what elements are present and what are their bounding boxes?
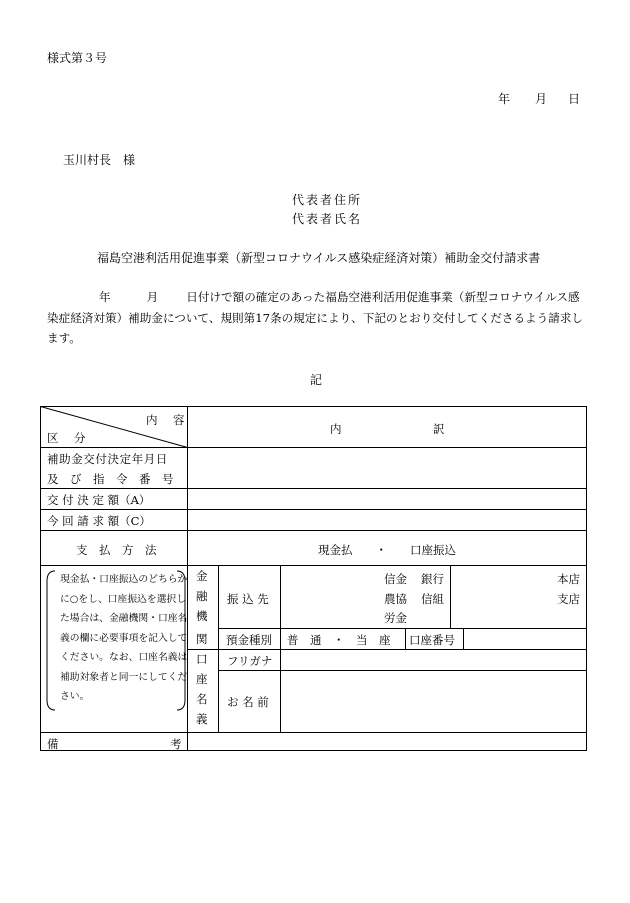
form-number: 様式第３号: [47, 51, 108, 65]
payment-note: 現金払・口座振込のどちらかに○をし、口座振込を選択した場合は、金融機関・口座名義の欄に必要事項を記入してください。なお、口座名義は補助対象者と同一にしてください。: [60, 574, 188, 702]
account-label-3: 名: [196, 692, 208, 706]
row-decision-amount-label: 交 付 決 定 額（A）: [47, 493, 151, 507]
transfer-to-label: 振 込 先: [227, 592, 269, 606]
remarks-label-b: 考: [170, 737, 182, 751]
header-content-label: 内 容: [146, 413, 187, 427]
representative-name-label: 代表者氏名: [292, 212, 363, 226]
document-title: 福島空港利活用促進事業（新型コロナウイルス感染症経済対策）補助金交付請求書: [97, 251, 541, 265]
representative-address-label: 代表者住所: [292, 193, 363, 207]
name-label: お 名 前: [227, 695, 269, 709]
addressee: 玉川村長 様: [63, 153, 136, 167]
account-label-4: 義: [196, 712, 208, 726]
body-year: 年: [99, 290, 111, 304]
header-breakdown-a: 内: [330, 422, 342, 436]
financial-label-1: 金: [196, 569, 208, 583]
body-text: 日付けで額の確定のあった福島空港利活用促進事業（新型コロナウイルス感染症経済対策）補助金について、規則第17条の規定により、下記のとおり交付してくださるよう請求します。: [47, 290, 584, 345]
bank-type-shinkin: 信金: [384, 572, 407, 586]
row-request-amount-label: 今 回 請 求 額（C）: [47, 514, 151, 528]
financial-label-4: 関: [196, 632, 208, 646]
financial-label-2: 融: [196, 589, 208, 603]
account-number-label: 口座番号: [409, 633, 455, 647]
bank-type-rokin: 労金: [384, 611, 407, 625]
branch-type-shiten: 支店: [557, 592, 580, 606]
branch-type-honten: 本店: [557, 572, 580, 586]
deposit-type-label: 預金種別: [226, 633, 272, 647]
bank-type-shinkumi: 信組: [421, 592, 444, 606]
financial-label-3: 機: [196, 609, 208, 623]
date-year: 年: [498, 92, 511, 106]
date-day: 日: [568, 92, 581, 106]
header-breakdown-b: 訳: [433, 422, 445, 436]
body-month: 月: [146, 290, 159, 304]
bank-type-ginko: 銀行: [421, 572, 444, 586]
date-month: 月: [535, 92, 548, 106]
row-decision-date-label: 補助金交付決定年月日: [47, 452, 168, 466]
remarks-label-a: 備: [47, 737, 59, 751]
deposit-type-options: 普 通 ・ 当 座: [287, 633, 391, 647]
account-label-2: 座: [196, 672, 208, 686]
row-directive-number-label: 及 び 指 令 番 号: [47, 472, 174, 486]
account-label-1: 口: [196, 652, 208, 666]
header-category-label: 区 分: [47, 431, 88, 445]
furigana-label: フリガナ: [227, 654, 273, 668]
bank-type-nokyo: 農協: [384, 592, 407, 606]
payment-options: 現金払 ・ 口座振込: [318, 543, 456, 557]
row-payment-method-label: 支 払 方 法: [76, 543, 157, 557]
ki-marker: 記: [310, 373, 323, 387]
